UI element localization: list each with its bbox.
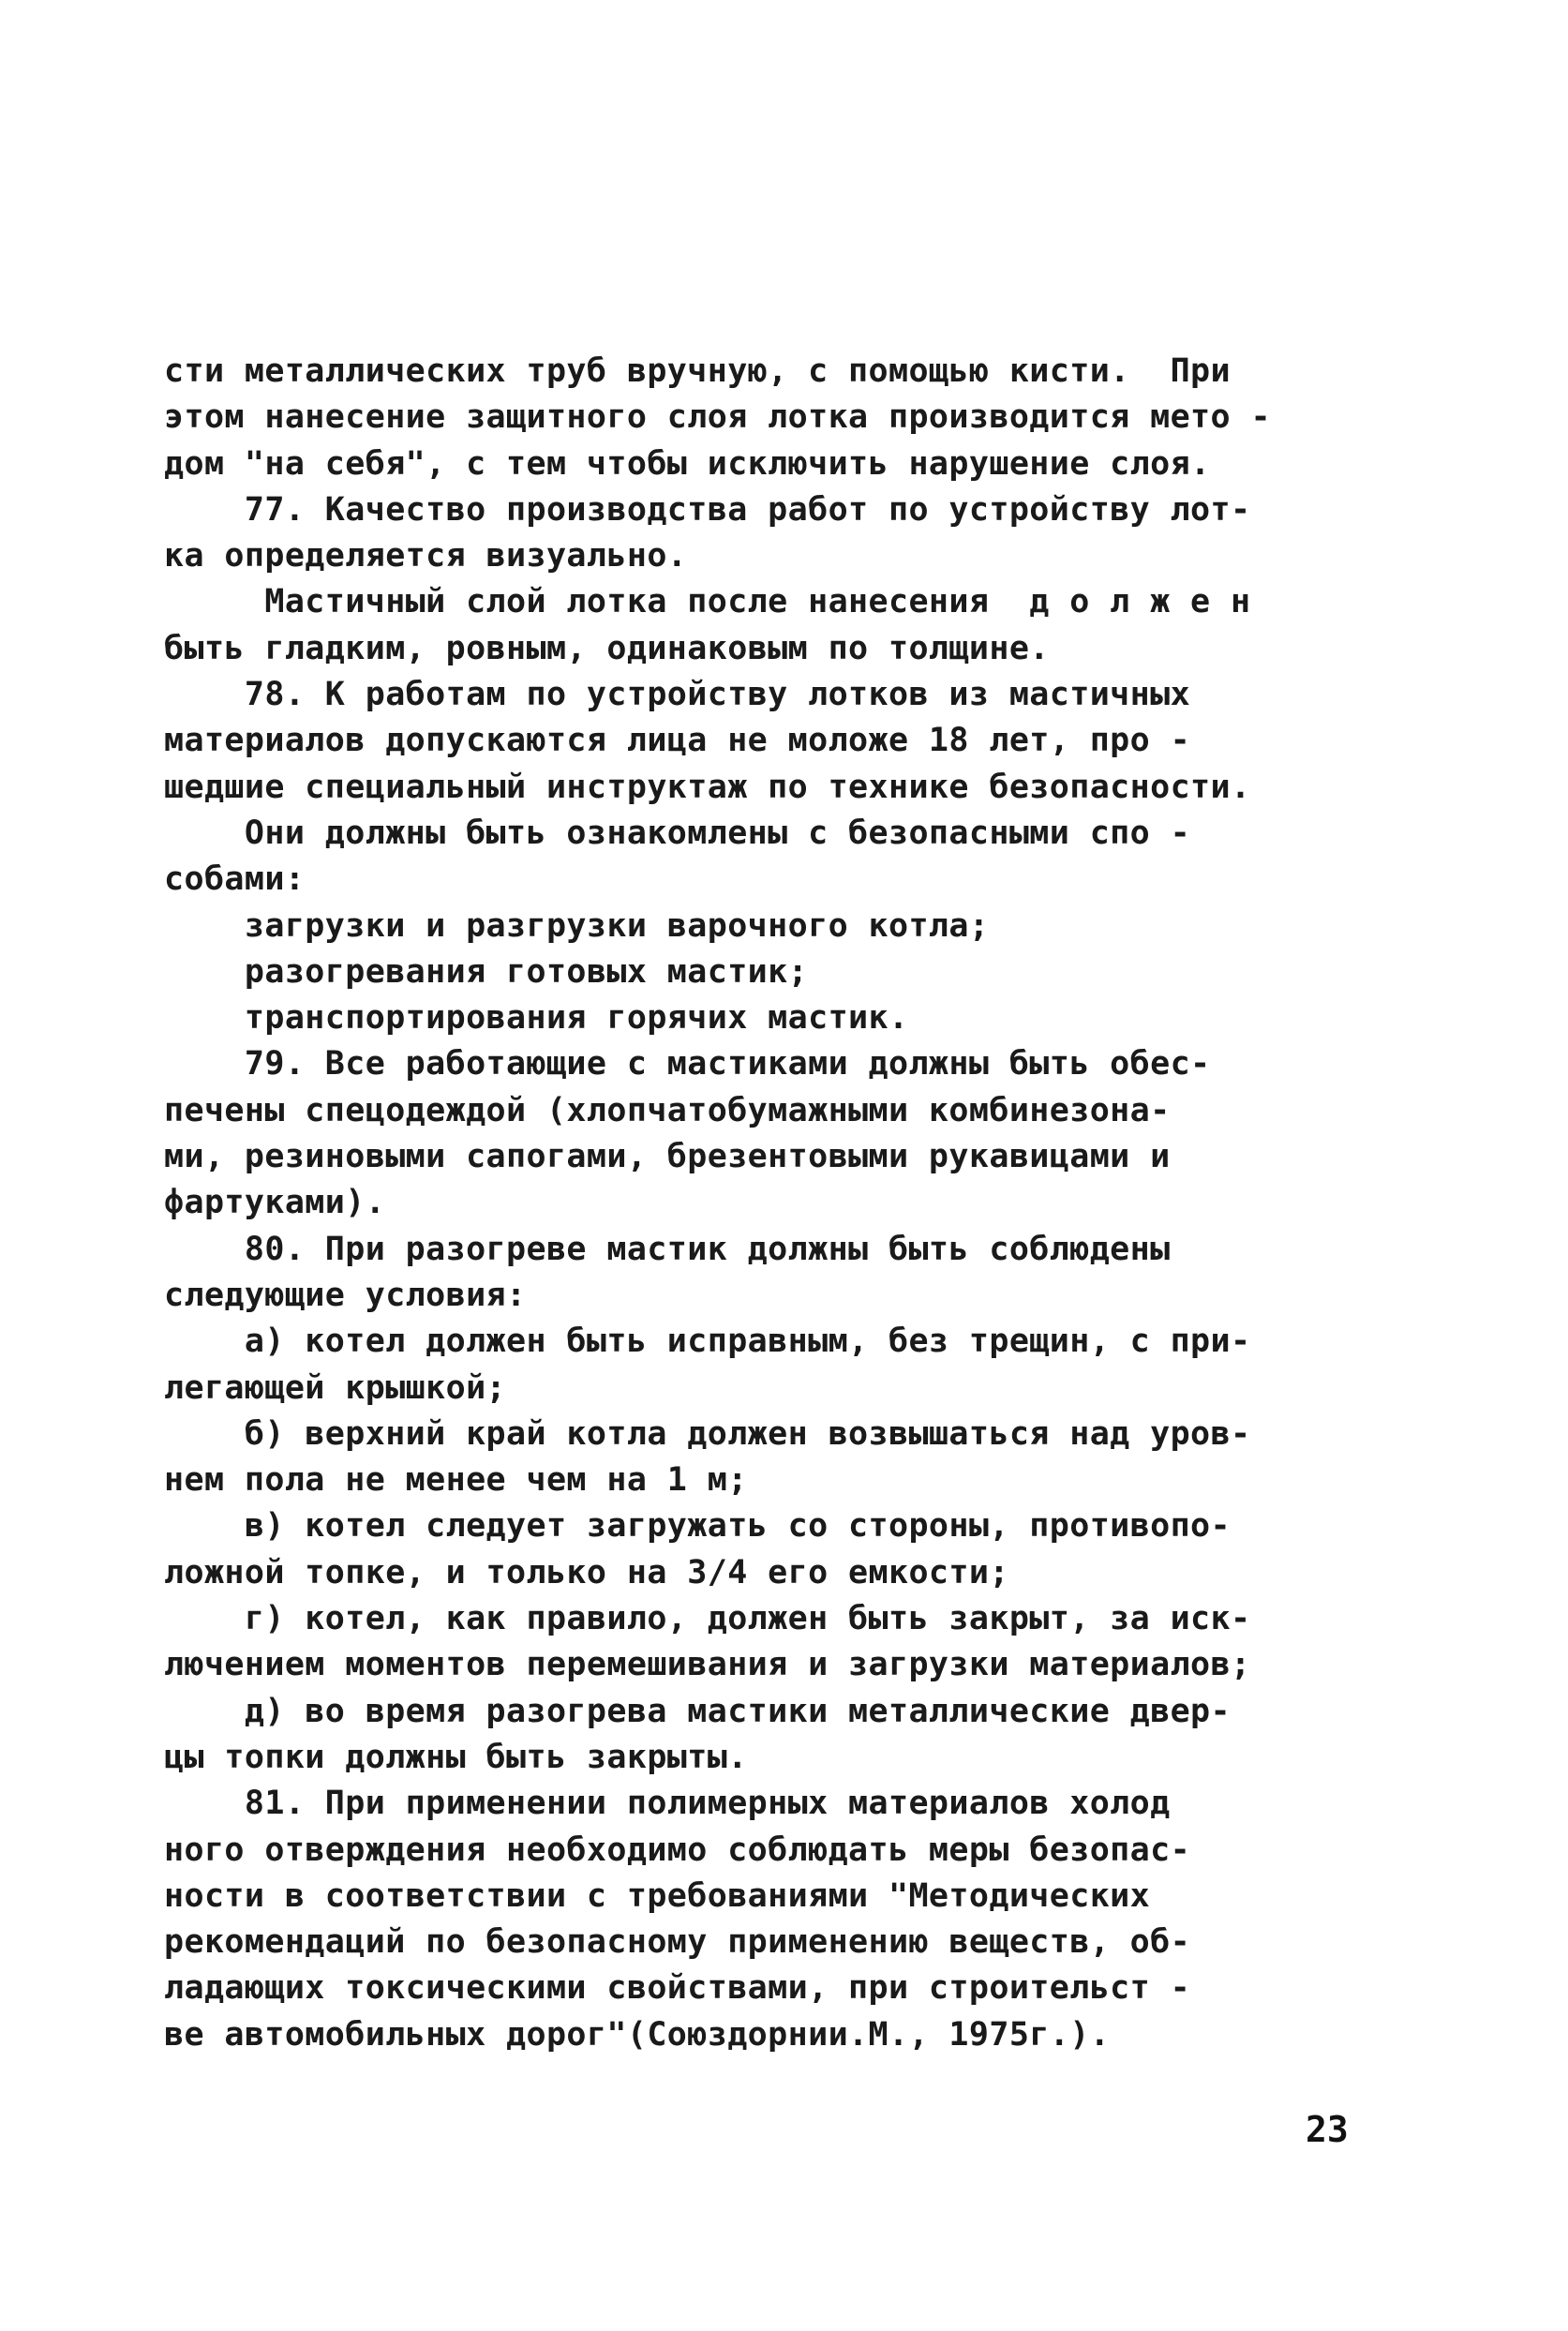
text-line: ности в соответствии с требованиями "Методических <box>164 1876 1151 1915</box>
text-line: дом "на себя", с тем чтобы исключить нарушение слоя. <box>164 444 1211 483</box>
text-line: 81. При применении полимерных материалов холод <box>164 1785 1171 1823</box>
text-line: рекомендаций по безопасному применению веществ, об- <box>164 1923 1191 1962</box>
text-line: ве автомобильных дорог"(Союздорнии.М., 1975г.). <box>164 2015 1111 2054</box>
text-line: этом нанесение защитного слоя лотка производится мето - <box>164 398 1271 437</box>
text-line: ка определяется визуально. <box>164 537 688 575</box>
text-line: печены спецодеждой (хлопчатобумажными комбинезона- <box>164 1091 1171 1129</box>
text-line: 79. Все работающие с мастиками должны быть обес- <box>164 1045 1211 1083</box>
text-line: следующие условия: <box>164 1276 527 1314</box>
text-line: лючением моментов перемешивания и загрузки материалов; <box>164 1646 1251 1684</box>
text-line: ного отверждения необходимо соблюдать меры безопас- <box>164 1830 1191 1869</box>
text-line: в) котел следует загружать со стороны, противопо- <box>164 1507 1232 1546</box>
text-line: цы топки должны быть закрыты. <box>164 1738 748 1776</box>
text-line: г) котел, как правило, должен быть закрыт, за иск- <box>164 1600 1251 1638</box>
text-line: 80. При разогреве мастик должны быть соблюдены <box>164 1230 1171 1268</box>
text-line: материалов допускаются лица не моложе 18 лет, про - <box>164 722 1191 760</box>
text-line: Они должны быть ознакомлены с безопасными спо - <box>164 814 1191 852</box>
text-line: разогревания готовых мастик; <box>164 952 809 991</box>
text-line: Мастичный слой лотка после нанесения д о л ж е н <box>164 583 1251 621</box>
text-line: нем пола не менее чем на 1 м; <box>164 1461 748 1500</box>
text-line: 78. К работам по устройству лотков из мастичных <box>164 676 1191 714</box>
text-line: а) котел должен быть исправным, без трещин, с при- <box>164 1322 1251 1361</box>
text-line: загрузки и разгрузки варочного котла; <box>164 906 990 945</box>
text-line: быть гладким, ровным, одинаковым по толщине. <box>164 629 1050 667</box>
text-line: ложной топке, и только на 3/4 его емкости; <box>164 1553 1009 1591</box>
text-line: сти металлических труб вручную, с помощью кисти. При <box>164 352 1232 390</box>
body-text <box>164 349 1382 2058</box>
text-line: д) во время разогрева мастики металлические двер- <box>164 1692 1232 1730</box>
text-line: шедшие специальный инструктаж по технике безопасности. <box>164 768 1251 806</box>
text-line: транспортирования горячих мастик. <box>164 999 909 1038</box>
text-line: б) верхний край котла должен возвышаться над уров- <box>164 1414 1251 1453</box>
text-line: 77. Качество производства работ по устройству лот- <box>164 490 1251 529</box>
text-line: ладающих токсическими свойствами, при строительст - <box>164 1969 1191 2008</box>
text-line: фартуками). <box>164 1184 386 1222</box>
page-number: 23 <box>1306 2109 1349 2150</box>
text-line: легающей крышкой; <box>164 1368 507 1407</box>
text-line: собами: <box>164 860 306 899</box>
text-line: ми, резиновыми сапогами, брезентовыми рукавицами и <box>164 1138 1171 1176</box>
